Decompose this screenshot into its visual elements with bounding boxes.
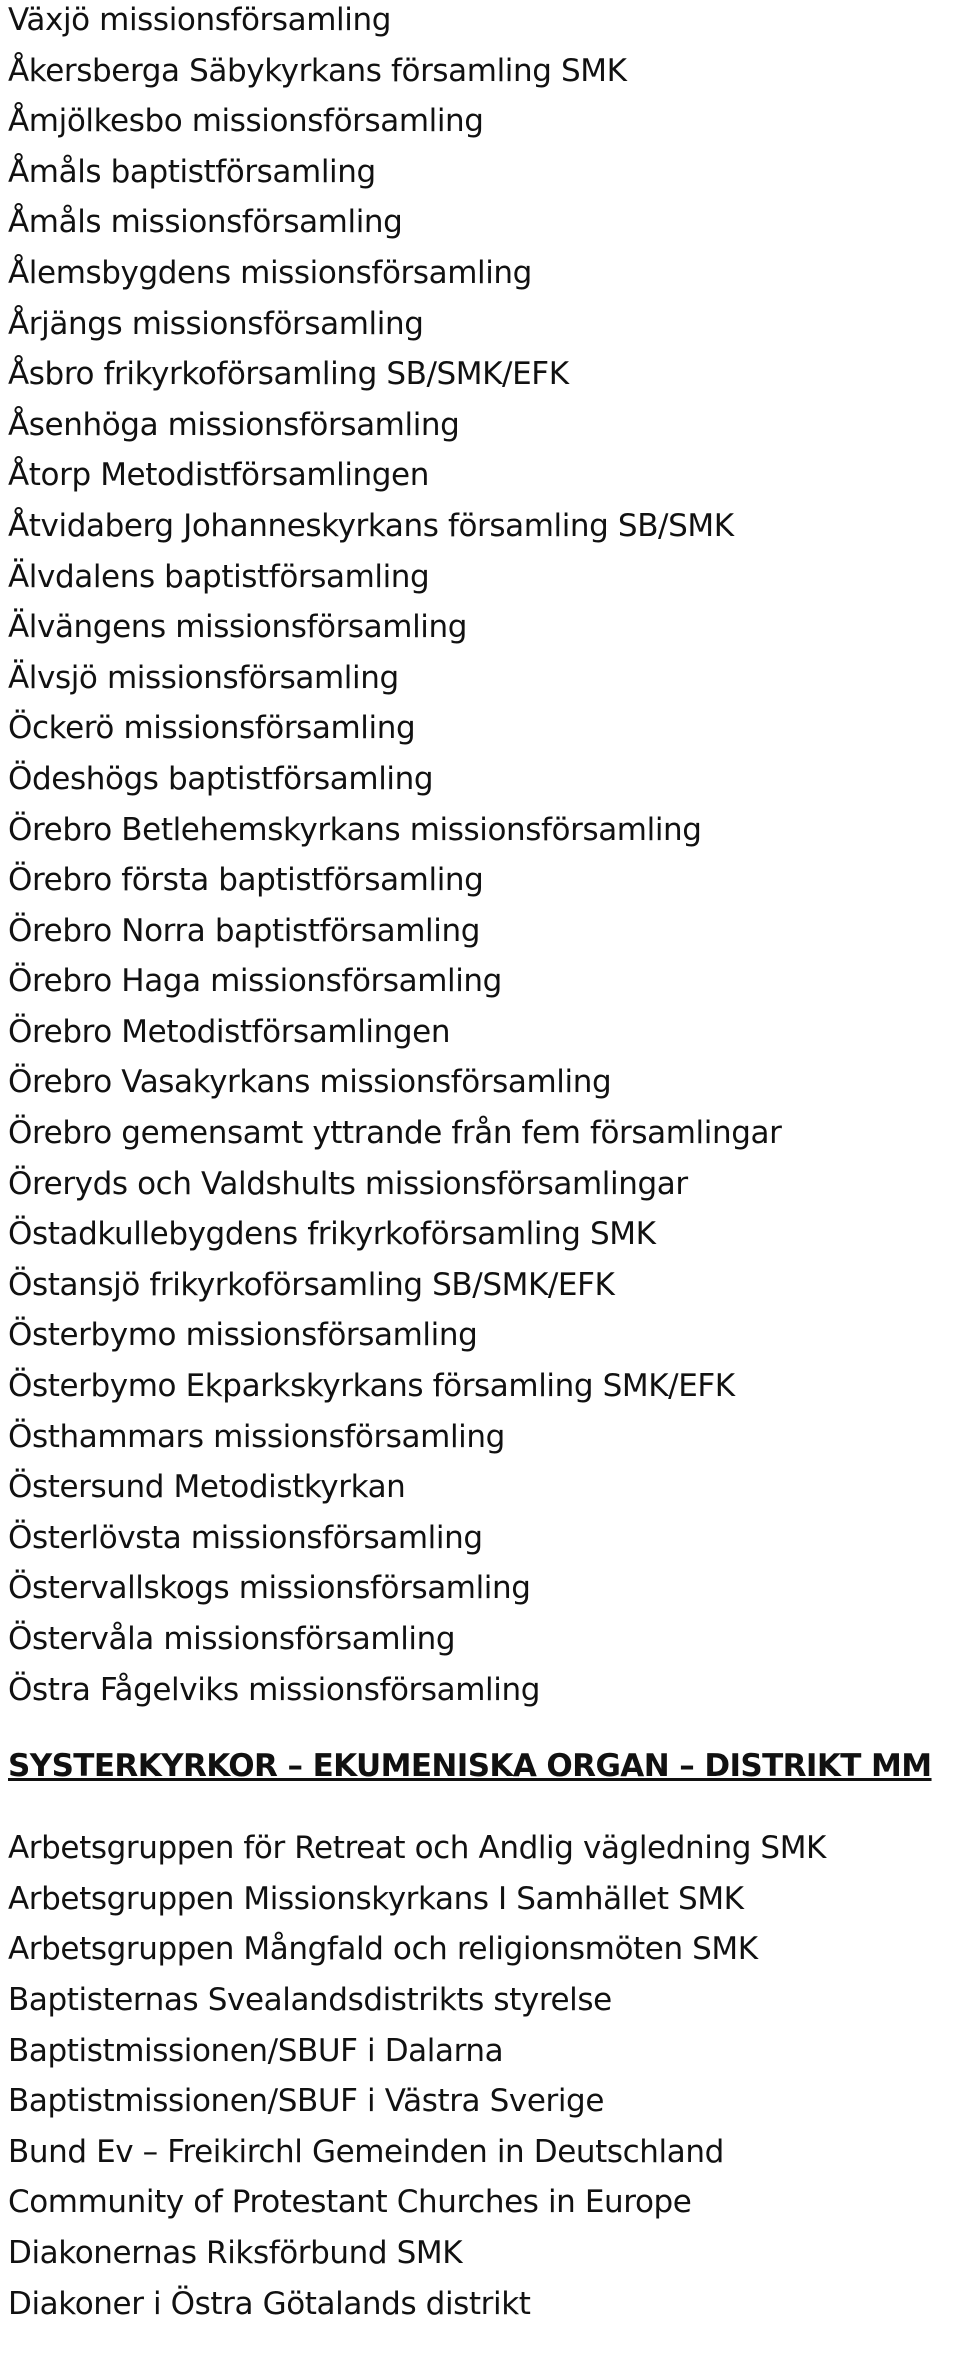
organization-item: Bund Ev – Freikirchl Gemeinden in Deutschland bbox=[8, 2133, 724, 2170]
organization-item: Baptisternas Svealandsdistrikts styrelse bbox=[8, 1981, 612, 2018]
congregation-item: Örebro Haga missionsförsamling bbox=[8, 963, 502, 1000]
congregation-item: Österlövsta missionsförsamling bbox=[8, 1519, 483, 1556]
organization-list bbox=[8, 1828, 958, 2334]
congregation-item: Åkersberga Säbykyrkans församling SMK bbox=[8, 52, 627, 89]
congregation-item: Älvsjö missionsförsamling bbox=[8, 659, 399, 696]
congregation-item: Östhammars missionsförsamling bbox=[8, 1418, 505, 1455]
congregation-item: Östadkullebygdens frikyrkoförsamling SMK bbox=[8, 1216, 656, 1253]
congregation-item: Öckerö missionsförsamling bbox=[8, 710, 416, 747]
congregation-item: Östansjö frikyrkoförsamling SB/SMK/EFK bbox=[8, 1266, 615, 1303]
congregation-item: Örebro Norra baptistförsamling bbox=[8, 912, 480, 949]
congregation-item: Åtvidaberg Johanneskyrkans församling SB/SMK bbox=[8, 507, 734, 544]
congregation-item: Örebro Vasakyrkans missionsförsamling bbox=[8, 1064, 612, 1101]
organization-item: Diakoner i Östra Götalands distrikt bbox=[8, 2285, 531, 2322]
congregation-item: Åmåls missionsförsamling bbox=[8, 204, 403, 241]
congregation-item: Växjö missionsförsamling bbox=[8, 2, 391, 38]
organization-item: Arbetsgruppen Missionskyrkans I Samhället SMK bbox=[8, 1880, 744, 1917]
congregation-item: Östersund Metodistkyrkan bbox=[8, 1469, 406, 1506]
organization-item: Arbetsgruppen Mångfald och religionsmöten SMK bbox=[8, 1931, 758, 1968]
congregation-item: Ödeshögs baptistförsamling bbox=[8, 760, 434, 797]
congregation-item: Örebro Metodistförsamlingen bbox=[8, 1013, 451, 1050]
congregation-item: Örebro Betlehemskyrkans missionsförsamling bbox=[8, 811, 702, 848]
congregation-item: Östervallskogs missionsförsamling bbox=[8, 1570, 531, 1607]
congregation-item: Örebro första baptistförsamling bbox=[8, 862, 484, 899]
congregation-item: Österbymo missionsförsamling bbox=[8, 1317, 478, 1354]
congregation-item: Östra Fågelviks missionsförsamling bbox=[8, 1671, 540, 1708]
congregation-item: Åtorp Metodistförsamlingen bbox=[8, 457, 429, 494]
congregation-item: Årjängs missionsförsamling bbox=[8, 305, 424, 342]
congregation-item: Åmåls baptistförsamling bbox=[8, 153, 376, 190]
congregation-item: Ålemsbygdens missionsförsamling bbox=[8, 254, 532, 291]
organization-item: Baptistmissionen/SBUF i Västra Sverige bbox=[8, 2083, 605, 2120]
congregation-list bbox=[8, 0, 958, 1720]
organization-item: Baptistmissionen/SBUF i Dalarna bbox=[8, 2032, 504, 2069]
document-page bbox=[8, 0, 958, 2334]
congregation-item: Åsbro frikyrkoförsamling SB/SMK/EFK bbox=[8, 356, 569, 393]
congregation-item: Åsenhöga missionsförsamling bbox=[8, 406, 460, 443]
congregation-item: Östervåla missionsförsamling bbox=[8, 1621, 456, 1657]
congregation-item: Österbymo Ekparkskyrkans församling SMK/EFK bbox=[8, 1368, 735, 1405]
section-heading: SYSTERKYRKOR – EKUMENISKA ORGAN – DISTRIKT MM bbox=[8, 1748, 932, 1785]
organization-item: Diakonernas Riksförbund SMK bbox=[8, 2234, 463, 2271]
congregation-item: Åmjölkesbo missionsförsamling bbox=[8, 103, 484, 140]
congregation-item: Älvdalens baptistförsamling bbox=[8, 558, 430, 595]
congregation-item: Öreryds och Valdshults missionsförsamlingar bbox=[8, 1165, 688, 1202]
organization-item: Community of Protestant Churches in Europe bbox=[8, 2184, 692, 2221]
congregation-item: Örebro gemensamt yttrande från fem församlingar bbox=[8, 1115, 782, 1152]
congregation-item: Älvängens missionsförsamling bbox=[8, 609, 468, 646]
organization-item: Arbetsgruppen för Retreat och Andlig vägledning SMK bbox=[8, 1830, 826, 1867]
